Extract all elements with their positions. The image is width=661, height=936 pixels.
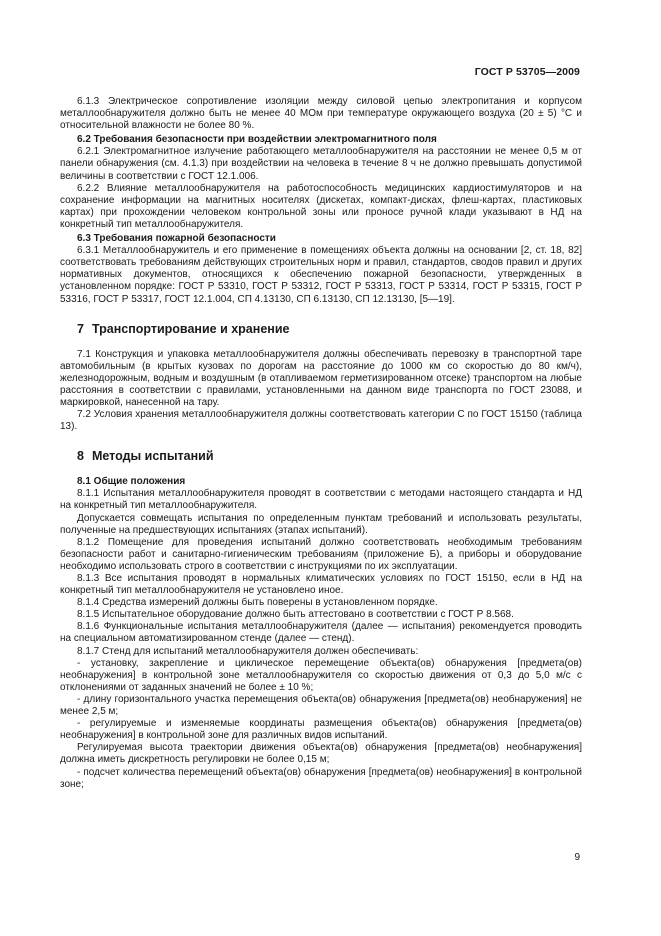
subsection-heading: 6.2 Требования безопасности при воздействии электромагнитного поля bbox=[77, 134, 437, 146]
section-number: 7 bbox=[77, 321, 84, 336]
paragraph: 8.1.6 Функциональные испытания металлообнаружителя (далее — испытания) рекомендуется проводить на специальном автоматизированном стенде (далее — стенд). bbox=[60, 621, 582, 645]
page-number: 9 bbox=[574, 852, 580, 863]
paragraph: Регулируемая высота траектории движения объекта(ов) обнаружения [предмета(ов) необнаружения] должна иметь дискретность регулировки не более 0,15 м; bbox=[60, 742, 582, 766]
paragraph: 8.1.5 Испытательное оборудование должно быть аттестовано в соответствии с ГОСТ Р 8.568. bbox=[77, 609, 514, 621]
paragraph: 8.1.7 Стенд для испытаний металлообнаружителя должен обеспечивать: bbox=[77, 645, 419, 657]
paragraph: 7.1 Конструкция и упаковка металлообнаружителя должны обеспечивать перевозку в транспортной таре автомобильным (в крытых кузовах по дорогам на расстояние до 1000 км со скоростью до 80 км/ч), железнодорожным, водным и воздушным (в отапливаемом герметизированном отсеке) транспортом на любые расстояния в соответствии с правилами, установленными на данном виде транспорта по ГОСТ 23088, и маркировкой, нанесенной на тару. bbox=[60, 348, 582, 408]
paragraph: 6.1.3 Электрическое сопротивление изоляции между силовой цепью электропитания и корпусом металлообнаружителя должно быть не менее 40 МОм при температуре окружающего воздуха (20 ± 5) °С и относительной влажности не более 80 %. bbox=[60, 96, 582, 132]
paragraph: 8.1.4 Средства измерений должны быть поверены в установленном порядке. bbox=[77, 597, 438, 609]
document-body bbox=[60, 96, 582, 791]
paragraph: 7.2 Условия хранения металлообнаружителя должны соответствовать категории С по ГОСТ 15150 (таблица 13). bbox=[60, 409, 582, 433]
subsection-heading: 6.3 Требования пожарной безопасности bbox=[77, 233, 276, 245]
section-heading bbox=[77, 322, 582, 337]
section-title: Транспортирование и хранение bbox=[91, 321, 290, 336]
paragraph: - установку, закрепление и циклическое перемещение объекта(ов) обнаружения [предмета(ов) необнаружения] в контрольной зоне металлообнаружителя со скоростью движения от 0,3 до 5,0 м/с с отклонениями от заданных значений не более ± 10 %; bbox=[60, 657, 582, 693]
paragraph: 8.1.3 Все испытания проводят в нормальных климатических условиях по ГОСТ 15150, если в НД на конкретный тип металлообнаружителя не установлено иное. bbox=[60, 573, 582, 597]
paragraph: - регулируемые и изменяемые координаты размещения объекта(ов) обнаружения [предмета(ов) необнаружения] в контрольной зоне для различных видов испытаний. bbox=[60, 718, 582, 742]
paragraph: 8.1.1 Испытания металлообнаружителя проводят в соответствии с методами настоящего стандарта и НД на конкретный тип металлообнаружителя. bbox=[60, 488, 582, 512]
paragraph: - подсчет количества перемещений объекта(ов) обнаружения [предмета(ов) необнаружения] в контрольной зоне; bbox=[60, 766, 582, 790]
paragraph: Допускается совмещать испытания по определенным пунктам требований и использовать результаты, полученные на предшествующих испытаниях (этапах испытаний). bbox=[60, 512, 582, 536]
section-number: 8 bbox=[77, 449, 84, 464]
document-header: ГОСТ Р 53705—2009 bbox=[474, 66, 580, 78]
paragraph: 6.3.1 Металлообнаружитель и его применение в помещениях объекта должны на основании [2, ст. 18, 82] соответствовать требованиям действующих строительных норм и правил, стандартов, сводов правил и других нормативных документов, относящихся к обеспечению пожарной безопасности, утвержденных в установленном порядке: ГОСТ Р 53310, ГОСТ Р 53312, ГОСТ Р 53313, ГОСТ Р 53314, ГОСТ Р 53315, ГОСТ Р 53316, ГОСТ Р 53317, ГОСТ 12.1.004, СП 4.13130, СП 6.13130, СП 12.13130, [5—19]. bbox=[60, 245, 582, 305]
paragraph: - длину горизонтального участка перемещения объекта(ов) обнаружения [предмета(ов) необнаружения] не менее 2,5 м; bbox=[60, 693, 582, 718]
paragraph: 6.2.2 Влияние металлообнаружителя на работоспособность медицинских кардиостимуляторов и на сохранение информации на магнитных носителях (дискетах, компакт-дисках, флеш-картах, пластиковых картах) при прохождении человеком контрольной зоны или проносе ручной клади указывают в НД на конкретный тип металлообнаружителя. bbox=[60, 182, 582, 230]
paragraph: 8.1.2 Помещение для проведения испытаний должно соответствовать необходимым требованиям безопасности работ и санитарно-гигиеническим требованиям (приложение Б), а приборы и оборудование необходимо использовать строго в соответствии с инструкциями по их эксплуатации. bbox=[60, 536, 582, 572]
paragraph: 6.2.1 Электромагнитное излучение работающего металлообнаружителя на расстоянии не менее 0,5 м от панели обнаружения (см. 4.1.3) при воздействии на человека в течение 8 ч не должно превышать допустимой величины в соответствии с ГОСТ 12.1.006. bbox=[60, 146, 582, 182]
section-title: Методы испытаний bbox=[91, 449, 214, 464]
subsection-heading: 8.1 Общие положения bbox=[77, 476, 186, 488]
section-heading bbox=[77, 449, 582, 464]
